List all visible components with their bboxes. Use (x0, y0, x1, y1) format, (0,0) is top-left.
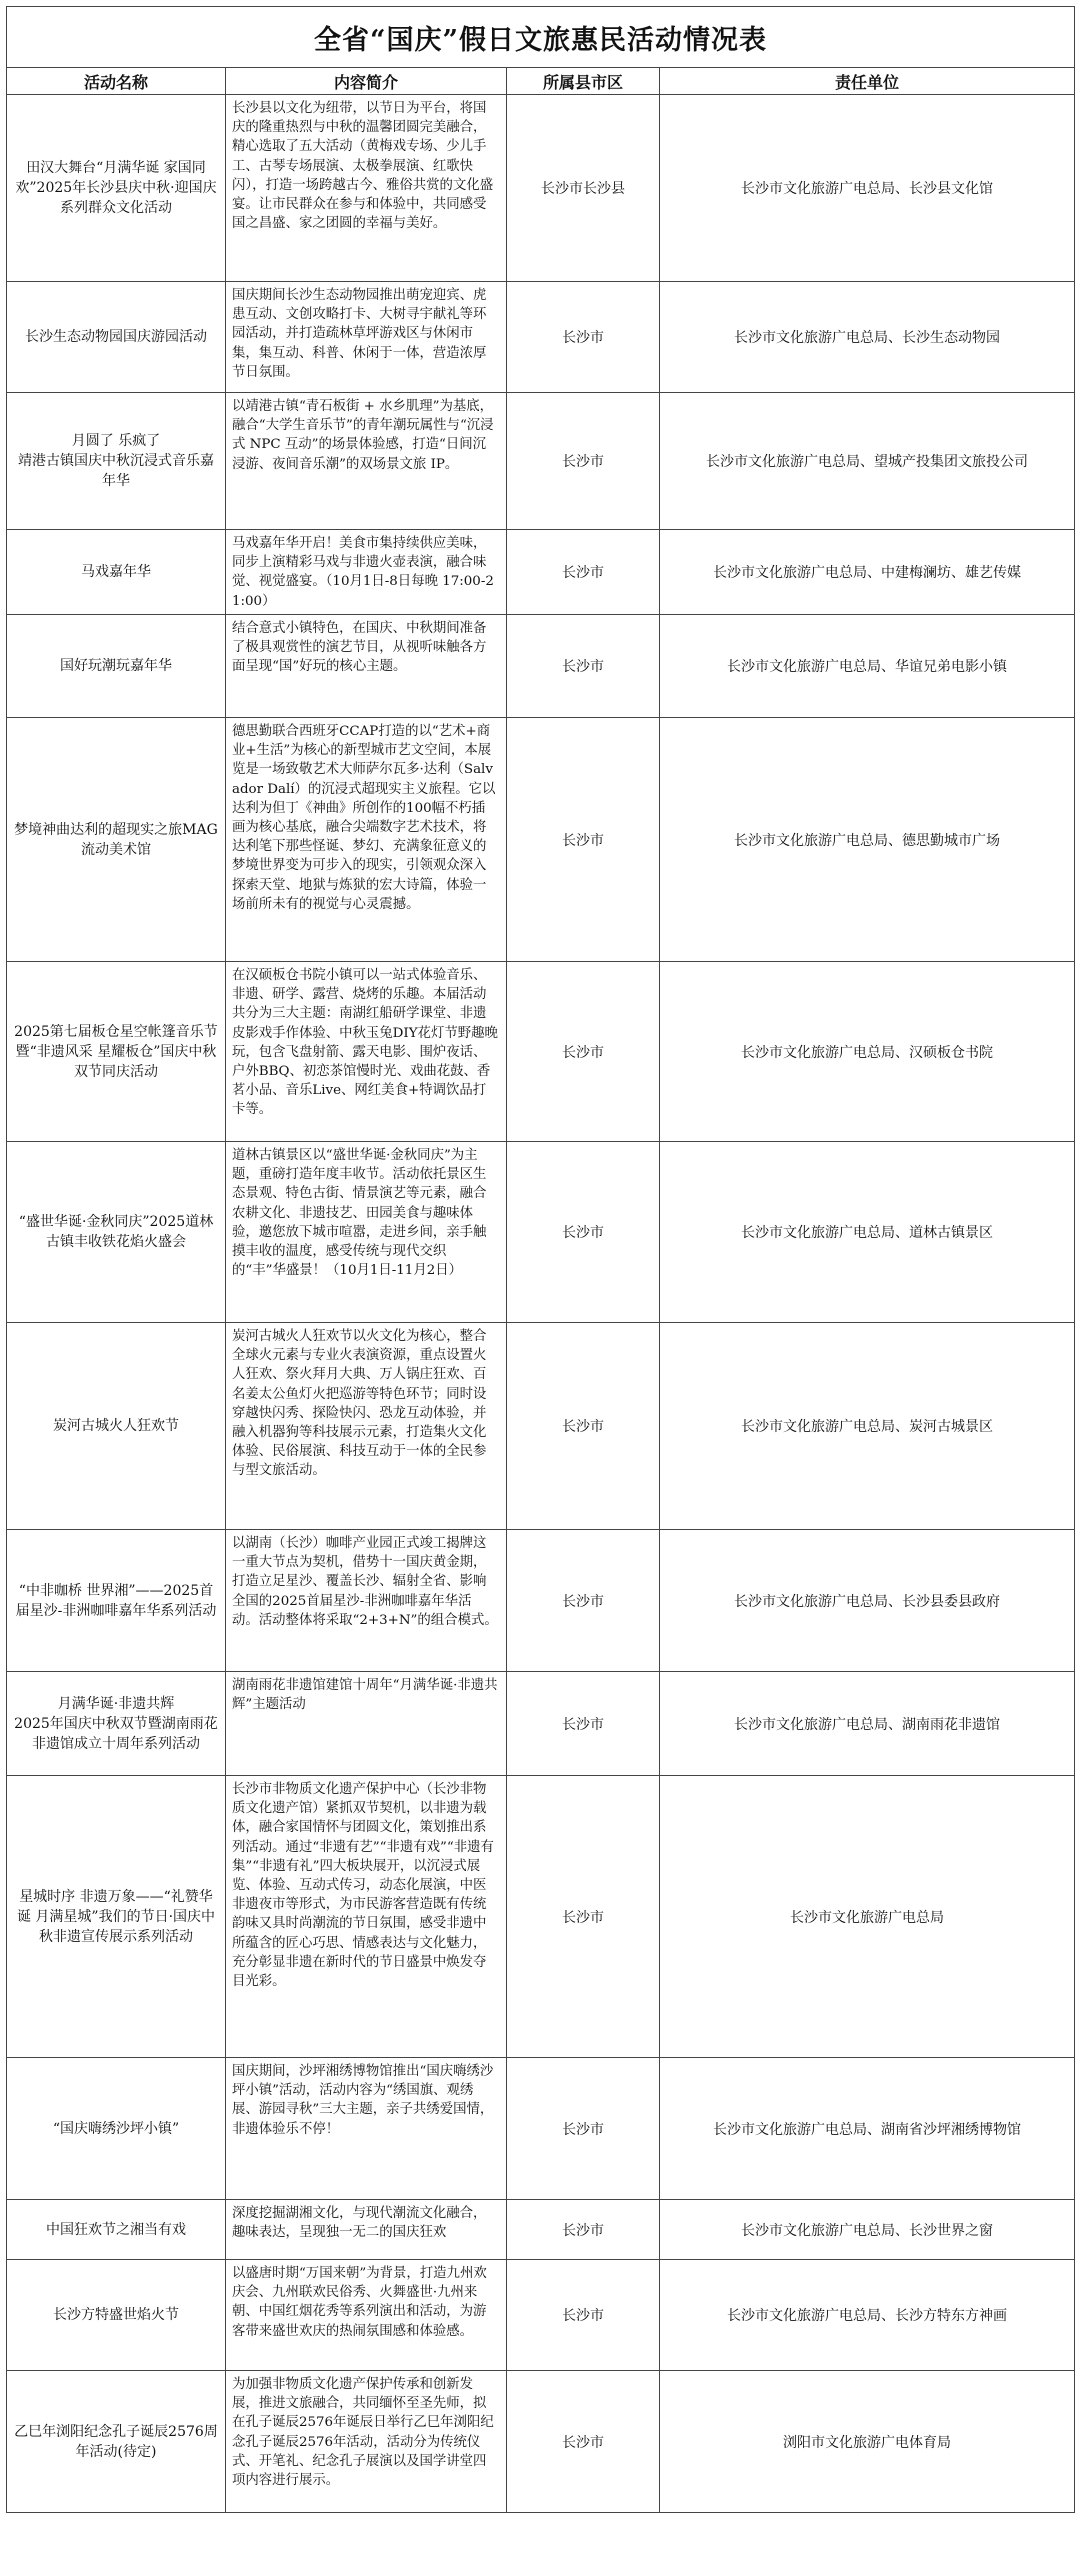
intro-cell: 长沙县以文化为纽带，以节日为平台，将国庆的隆重热烈与中秋的温馨团圆完美融合，精心选取了五大活动（黄梅戏专场、少儿手工、古琴专场展演、太极拳展演、红歌快闪），打造一场跨越古今、雅俗共赏的文化盛宴。让市民群众在参与和体验中，共同感受国之昌盛、家之团圆的幸福与美好。 (226, 95, 507, 282)
intro-cell: 以靖港古镇“青石板街 + 水乡肌理”为基底，融合“大学生音乐节”的青年潮玩属性与“沉浸式 NPC 互动”的场景体验感，打造“日间沉浸游、夜间音乐潮”的双场景文旅 IP。 (226, 393, 507, 530)
activity-name-cell: 炭河古城火人狂欢节 (7, 1323, 226, 1530)
district-cell: 长沙市 (507, 1530, 660, 1672)
table-row (7, 393, 1075, 530)
responsible-unit-cell: 长沙市文化旅游广电总局、长沙方特东方神画 (660, 2260, 1075, 2371)
responsible-unit-cell: 长沙市文化旅游广电总局、长沙生态动物园 (660, 282, 1075, 393)
activity-name-cell: 乙巳年浏阳纪念孔子诞辰2576周年活动(待定) (7, 2371, 226, 2513)
header-intro: 内容简介 (226, 68, 507, 95)
intro-cell: 深度挖掘湖湘文化，与现代潮流文化融合，趣味表达，呈现独一无二的国庆狂欢 (226, 2200, 507, 2260)
responsible-unit-cell: 长沙市文化旅游广电总局、中建梅澜坊、雄艺传媒 (660, 530, 1075, 615)
activity-name-cell: 马戏嘉年华 (7, 530, 226, 615)
district-cell: 长沙市 (507, 2058, 660, 2200)
district-cell: 长沙市 (507, 1142, 660, 1323)
activity-name-cell: 梦境神曲达利的超现实之旅MAG流动美术馆 (7, 718, 226, 962)
district-cell: 长沙市 (507, 718, 660, 962)
activity-name-cell: “国庆嗨绣沙坪小镇” (7, 2058, 226, 2200)
activity-name-cell: 月圆了 乐疯了 靖港古镇国庆中秋沉浸式音乐嘉年华 (7, 393, 226, 530)
table-row (7, 282, 1075, 393)
activity-name-cell: 星城时序 非遗万象——“礼赞华诞 月满星城”我们的节日·国庆中秋非遗宣传展示系列活动 (7, 1776, 226, 2058)
intro-cell: 在汉硕板仓书院小镇可以一站式体验音乐、非遗、研学、露营、烧烤的乐趣。本届活动共分为三大主题：南湖红船研学课堂、非遗皮影戏手作体验、中秋玉兔DIY花灯节野趣晚玩，包含飞盘射箭、露天电影、围炉夜话、户外BBQ、初恋茶馆慢时光、戏曲花鼓、香茗小品、音乐Live、网红美食+特调饮品打卡等。 (226, 962, 507, 1142)
table-row (7, 615, 1075, 718)
responsible-unit-cell: 长沙市文化旅游广电总局、望城产投集团文旅投公司 (660, 393, 1075, 530)
responsible-unit-cell: 长沙市文化旅游广电总局、汉硕板仓书院 (660, 962, 1075, 1142)
header-responsible-unit: 责任单位 (660, 68, 1075, 95)
intro-cell: 以湖南（长沙）咖啡产业园正式竣工揭牌这一重大节点为契机，借势十一国庆黄金期，打造立足星沙、覆盖长沙、辐射全省、影响全国的2025首届星沙-非洲咖啡嘉年华活动。活动整体将采取“2+3+N”的组合模式。 (226, 1530, 507, 1672)
intro-cell: 湖南雨花非遗馆建馆十周年“月满华诞·非遗共辉”主题活动 (226, 1672, 507, 1776)
intro-cell: 炭河古城火人狂欢节以火文化为核心，整合全球火元素与专业火表演资源，重点设置火人狂欢、祭火拜月大典、万人锅庄狂欢、百名姜太公鱼灯火把巡游等特色环节；同时设穿越快闪秀、探险快闪、恐龙互动体验，并融入机器狗等科技展示元素，打造集火文化体验、民俗展演、科技互动于一体的全民参与型文旅活动。 (226, 1323, 507, 1530)
table-row (7, 1142, 1075, 1323)
district-cell: 长沙市 (507, 393, 660, 530)
district-cell: 长沙市 (507, 282, 660, 393)
responsible-unit-cell: 长沙市文化旅游广电总局、道林古镇景区 (660, 1142, 1075, 1323)
district-cell: 长沙市 (507, 2200, 660, 2260)
activity-name-cell: 长沙方特盛世焰火节 (7, 2260, 226, 2371)
responsible-unit-cell: 浏阳市文化旅游广电体育局 (660, 2371, 1075, 2513)
district-cell: 长沙市 (507, 2260, 660, 2371)
responsible-unit-cell: 长沙市文化旅游广电总局、炭河古城景区 (660, 1323, 1075, 1530)
responsible-unit-cell: 长沙市文化旅游广电总局、长沙县文化馆 (660, 95, 1075, 282)
header-activity-name: 活动名称 (7, 68, 226, 95)
responsible-unit-cell: 长沙市文化旅游广电总局、华谊兄弟电影小镇 (660, 615, 1075, 718)
district-cell: 长沙市长沙县 (507, 95, 660, 282)
intro-cell: 马戏嘉年华开启！美食市集持续供应美味，同步上演精彩马戏与非遗火壶表演，融合味觉、视觉盛宴。（10月1日-8日每晚 17:00-21:00） (226, 530, 507, 615)
activity-name-cell: “盛世华诞·金秋同庆”2025道林古镇丰收铁花焰火盛会 (7, 1142, 226, 1323)
district-cell: 长沙市 (507, 1672, 660, 1776)
table-row (7, 2058, 1075, 2200)
table-row (7, 1672, 1075, 1776)
district-cell: 长沙市 (507, 1323, 660, 1530)
header-district: 所属县市区 (507, 68, 660, 95)
activity-table (6, 6, 1075, 2513)
intro-cell: 长沙市非物质文化遗产保护中心（长沙非物质文化遗产馆）紧抓双节契机，以非遗为载体，融合家国情怀与团圆文化，策划推出系列活动。通过“非遗有艺”“非遗有戏”“非遗有集”“非遗有礼”四大板块展开，以沉浸式展览、体验、互动式传习，动态化展演，中医非遗夜市等形式，为市民游客营造既有传统韵味又具时尚潮流的节日氛围，感受非遗中所蕴含的匠心巧思、情感表达与文化魅力，充分彰显非遗在新时代的节日盛景中焕发夺目光彩。 (226, 1776, 507, 2058)
intro-cell: 德思勤联合西班牙CCAP打造的以“艺术+商业+生活”为核心的新型城市艺文空间，本展览是一场致敬艺术大师萨尔瓦多·达利（Salvador Dalí）的沉浸式超现实主义旅程。它以达利为但丁《神曲》所创作的100幅不朽插画为核心基底，融合尖端数字艺术技术，将达利笔下那些怪诞、梦幻、充满象征意义的梦境世界变为可步入的现实，引领观众深入探索天堂、地狱与炼狱的宏大诗篇，体验一场前所未有的视觉与心灵震撼。 (226, 718, 507, 962)
intro-cell: 为加强非物质文化遗产保护传承和创新发展，推进文旅融合，共同缅怀至圣先师，拟在孔子诞辰2576年诞辰日举行乙巳年浏阳纪念孔子诞辰2576年活动，活动分为传统仪式、开笔礼、纪念孔子展演以及国学讲堂四项内容进行展示。 (226, 2371, 507, 2513)
table-row (7, 1323, 1075, 1530)
activity-name-cell: 2025第七届板仓星空帐篷音乐节暨“非遗风采 星耀板仓”国庆中秋双节同庆活动 (7, 962, 226, 1142)
intro-cell: 国庆期间长沙生态动物园推出萌宠迎宾、虎患互动、文创攻略打卡、大树寻宇献礼等环园活动，并打造疏林草坪游戏区与休闲市集，集互动、科普、休闲于一体，营造浓厚节日氛围。 (226, 282, 507, 393)
responsible-unit-cell: 长沙市文化旅游广电总局、湖南雨花非遗馆 (660, 1672, 1075, 1776)
activity-name-cell: 国好玩潮玩嘉年华 (7, 615, 226, 718)
responsible-unit-cell: 长沙市文化旅游广电总局、长沙县委县政府 (660, 1530, 1075, 1672)
district-cell: 长沙市 (507, 615, 660, 718)
responsible-unit-cell: 长沙市文化旅游广电总局、湖南省沙坪湘绣博物馆 (660, 2058, 1075, 2200)
table-row (7, 2260, 1075, 2371)
district-cell: 长沙市 (507, 1776, 660, 2058)
table-title: 全省“国庆”假日文旅惠民活动情况表 (7, 7, 1075, 68)
activity-name-cell: 中国狂欢节之湘当有戏 (7, 2200, 226, 2260)
responsible-unit-cell: 长沙市文化旅游广电总局、德思勤城市广场 (660, 718, 1075, 962)
activity-sheet (6, 6, 1074, 2513)
responsible-unit-cell: 长沙市文化旅游广电总局、长沙世界之窗 (660, 2200, 1075, 2260)
table-row (7, 1776, 1075, 2058)
intro-cell: 结合意式小镇特色，在国庆、中秋期间准备了极具观赏性的演艺节目，从视听味触各方面呈现“国”好玩的核心主题。 (226, 615, 507, 718)
table-row (7, 718, 1075, 962)
activity-name-cell: 月满华诞·非遗共辉 2025年国庆中秋双节暨湖南雨花非遗馆成立十周年系列活动 (7, 1672, 226, 1776)
header-row (7, 68, 1075, 95)
activity-name-cell: 田汉大舞台“月满华诞 家国同欢”2025年长沙县庆中秋·迎国庆系列群众文化活动 (7, 95, 226, 282)
table-row (7, 95, 1075, 282)
intro-cell: 以盛唐时期“万国来朝”为背景，打造九州欢庆会、九州联欢民俗秀、火舞盛世·九州来朝、中国红烟花秀等系列演出和活动，为游客带来盛世欢庆的热闹氛围感和体验感。 (226, 2260, 507, 2371)
district-cell: 长沙市 (507, 530, 660, 615)
responsible-unit-cell: 长沙市文化旅游广电总局 (660, 1776, 1075, 2058)
intro-cell: 国庆期间，沙坪湘绣博物馆推出“国庆嗨绣沙坪小镇”活动，活动内容为“绣国旗、观绣展、游园寻秋”三大主题，亲子共绣爱国情，非遗体验乐不停！ (226, 2058, 507, 2200)
activity-name-cell: 长沙生态动物园国庆游园活动 (7, 282, 226, 393)
table-row (7, 962, 1075, 1142)
table-row (7, 2371, 1075, 2513)
table-row (7, 2200, 1075, 2260)
table-row (7, 1530, 1075, 1672)
district-cell: 长沙市 (507, 2371, 660, 2513)
district-cell: 长沙市 (507, 962, 660, 1142)
intro-cell: 道林古镇景区以“盛世华诞·金秋同庆”为主题，重磅打造年度丰收节。活动依托景区生态景观、特色古街、情景演艺等元素，融合农耕文化、非遗技艺、田园美食与趣味体验，邀您放下城市喧嚣，走进乡间，亲手触摸丰收的温度，感受传统与现代交织的“丰”华盛景！（10月1日-11月2日） (226, 1142, 507, 1323)
activity-name-cell: “中非咖桥 世界湘”——2025首届星沙-非洲咖啡嘉年华系列活动 (7, 1530, 226, 1672)
table-row (7, 530, 1075, 615)
